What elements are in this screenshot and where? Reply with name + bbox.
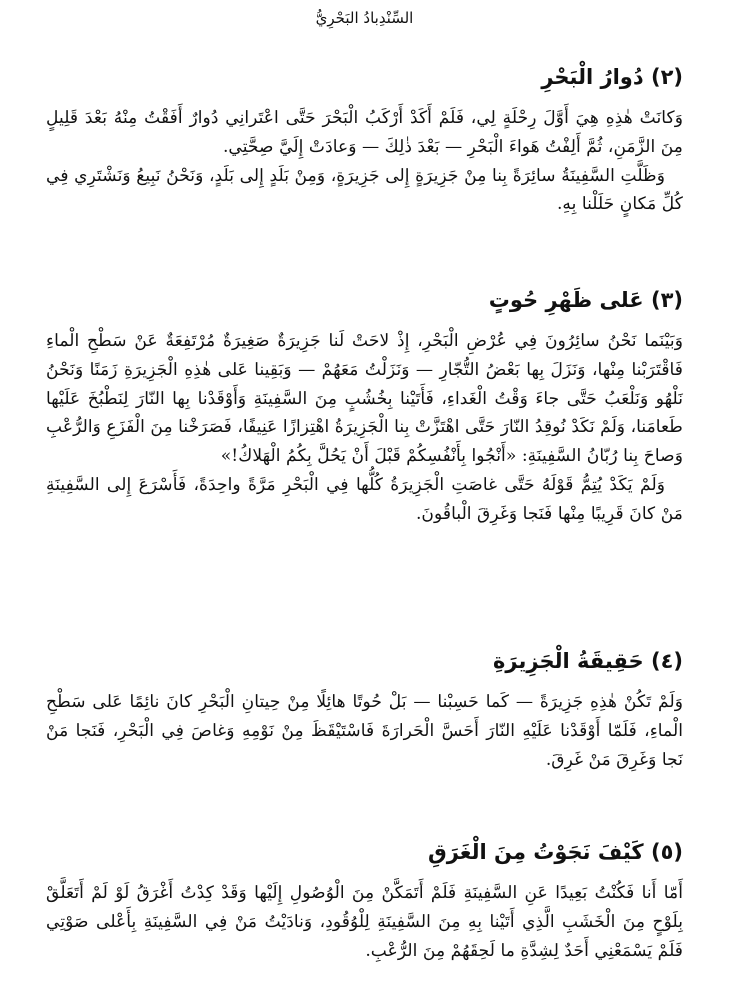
running-header: السِّنْدِبادُ البَحْرِيُّ	[315, 9, 414, 27]
section-4	[46, 644, 683, 774]
paragraph: وَلَمْ تَكُنْ هٰذِهِ جَزِيرَةً — كَما حَسِبْنا — بَلْ حُوتًا هائِلًا مِنْ حِيتانِ الْبَحْرِ كانَ نائِمًا عَلى سَطْحِ الْماءِ، فَلَمّا أَوْقَدْنا عَلَيْهِ النّارَ أَحَسَّ الْحَرارَةَ فَاسْتَيْقَظَ مِنْ نَوْمِهِ وَغاصَ فِي الْبَحْرِ، فَنَجا مَنْ نَجا وَغَرِقَ مَنْ غَرِقَ.	[46, 692, 683, 770]
section-heading: (٣) عَلى ظَهْرِ حُوتٍ	[488, 288, 683, 312]
section-heading: (٥) كَيْفَ نَجَوْتُ مِنَ الْغَرَقِ	[427, 840, 683, 864]
section-5	[46, 835, 683, 965]
paragraph: وَظَلَّتِ السَّفِينَةُ سائِرَةً بِنا مِنْ جَزِيرَةٍ إِلى جَزِيرَةٍ، وَمِنْ بَلَدٍ إِلى بَلَدٍ، وَنَحْنُ نَبِيعُ وَنَشْتَرِي فِي كُلِّ مَكانٍ حَلَلْنا بِهِ.	[46, 165, 683, 215]
paragraph: وَبَيْنَما نَحْنُ سائِرُونَ فِي عُرْضِ الْبَحْرِ، إِذْ لاحَتْ لَنا جَزِيرَةٌ صَغِيرَةٌ مُرْتَفِعَةٌ عَنْ سَطْحِ الْماءِ فَاقْتَرَبْنا مِنْها، وَنَزَلَ بِها بَعْضُ التُّجّارِ — وَنَزَلْتُ مَعَهُمْ — وَبَقِينا عَلى هٰذِهِ الْجَزِيرَةِ زَمَنًا وَنَحْنُ نَلْهُو وَنَلْعَبُ حَتَّى جاءَ وَقْتُ الْغَداءِ، فَأَتَيْنا بِخُشُبٍ مِنَ السَّفِينَةِ وَأَوْقَدْنا بِها النّارَ لِنَطْبُخَ عَلَيْها طَعامَنا، وَلَمْ نَكَدْ نُوقِدُ النّارَ حَتَّى اهْتَزَّتْ بِنا الْجَزِيرَةُ اهْتِزازًا عَنِيفًا، فَصَرَخْنا مِنَ الْفَزَعِ وَالرُّعْبِ وَصاحَ بِنا رُبّانُ السَّفِينَةِ: «أَنْجُوا بِأَنْفُسِكُمْ قَبْلَ أَنْ يَحُلَّ بِكُمُ الْهَلاكُ!»	[46, 331, 683, 467]
paragraph: وَكانَتْ هٰذِهِ هِيَ أَوَّلَ رِحْلَةٍ لِي، فَلَمْ أَكَدْ أَرْكَبُ الْبَحْرَ حَتَّى اعْتَرانِي دُوارٌ أَفَقْتُ مِنْهُ بَعْدَ قَلِيلٍ مِنَ الزَّمَنِ، ثُمَّ أَلِفْتُ هَواءَ الْبَحْرِ — بَعْدَ ذٰلِكَ — وَعادَتْ إِلَيَّ صِحَّتِي.	[46, 108, 683, 157]
paragraph: وَلَمْ يَكَدْ يُتِمُّ قَوْلَهُ حَتَّى غاصَتِ الْجَزِيرَةُ كُلُّها فِي الْبَحْرِ مَرَّةً واحِدَةً، فَأَسْرَعَ إِلى السَّفِينَةِ مَنْ كانَ قَرِيبًا مِنْها فَنَجا وَغَرِقَ الْباقُونَ.	[46, 474, 683, 524]
paragraph: أَمّا أَنا فَكُنْتُ بَعِيدًا عَنِ السَّفِينَةِ فَلَمْ أَتَمَكَّنْ مِنَ الْوُصُولِ إِلَيْها وَقَدْ كِدْتُ أَغْرَقُ لَوْ لَمْ أَتَعَلَّقْ بِلَوْحٍ مِنَ الْخَشَبِ الَّذِي أَتَيْنا بِهِ مِنَ السَّفِينَةِ لِلْوُقُودِ، وَنادَيْتُ مَنْ فِي السَّفِينَةِ بِأَعْلى صَوْتِي فَلَمْ يَسْمَعْنِي أَحَدٌ لِشِدَّةِ ما لَحِقَهُمْ مِنَ الرُّعْبِ.	[46, 883, 683, 961]
section-2	[46, 60, 683, 219]
section-heading: (٤) حَقِيقَةُ الْجَزِيرَةِ	[493, 649, 683, 673]
section-3	[46, 283, 683, 529]
section-heading: (٢) دُوارُ الْبَحْرِ	[541, 65, 683, 89]
